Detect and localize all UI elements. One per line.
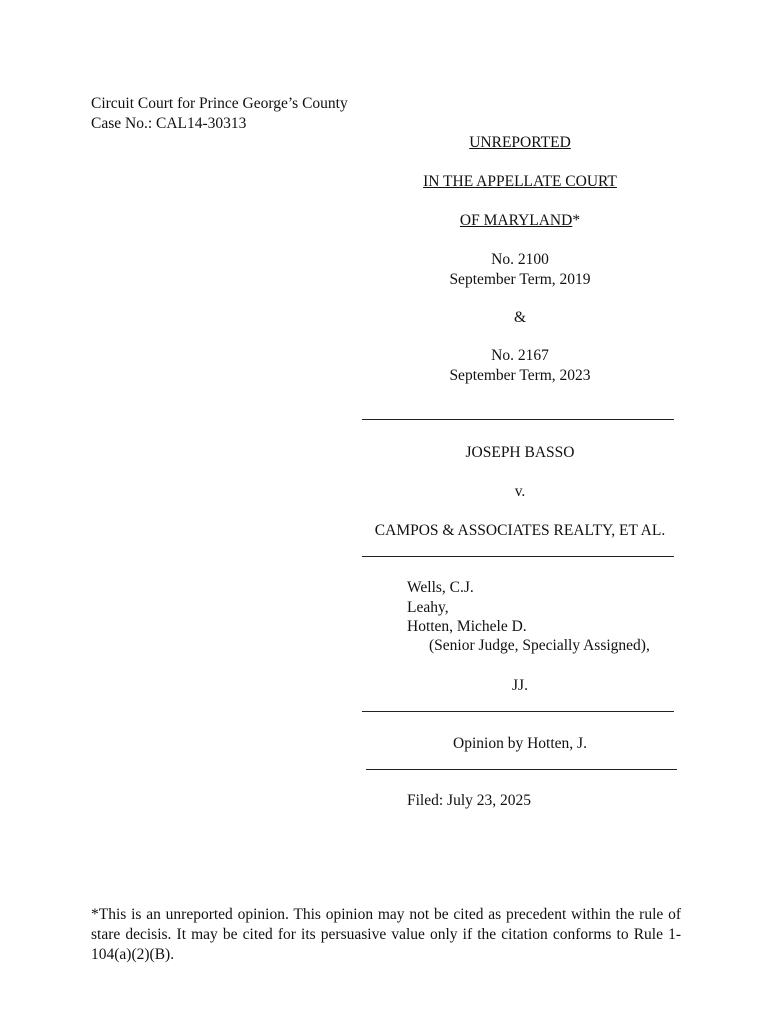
case1-number: No. 2100 bbox=[491, 251, 549, 268]
versus: v. bbox=[514, 483, 526, 500]
divider-rule bbox=[362, 711, 674, 712]
divider-rule bbox=[362, 419, 674, 420]
lower-court-name: Circuit Court for Prince George’s County bbox=[91, 95, 348, 112]
judge-name: Leahy, bbox=[407, 599, 449, 616]
appellate-court-line-2 bbox=[400, 211, 640, 231]
ampersand: & bbox=[513, 309, 527, 326]
case1-term: September Term, 2019 bbox=[449, 271, 591, 288]
case2-number: No. 2167 bbox=[491, 347, 549, 364]
divider-rule bbox=[366, 769, 677, 770]
unreported-heading bbox=[400, 133, 640, 153]
opinion-author: Opinion by Hotten, J. bbox=[453, 735, 587, 752]
court-name-line-2: OF MARYLAND bbox=[459, 212, 573, 229]
case2-term: September Term, 2023 bbox=[449, 367, 591, 384]
court-name-line-1: IN THE APPELLATE COURT bbox=[423, 173, 617, 190]
senior-judge-note: (Senior Judge, Specially Assigned), bbox=[429, 637, 650, 654]
unreported-label: UNREPORTED bbox=[469, 134, 571, 151]
appellee-name: CAMPOS & ASSOCIATES REALTY, ET AL. bbox=[374, 522, 666, 539]
judge-name: Hotten, Michele D. bbox=[407, 618, 527, 635]
footnote-asterisk: * bbox=[572, 212, 581, 229]
filed-date: Filed: July 23, 2025 bbox=[407, 792, 532, 809]
unreported-footnote: *This is an unreported opinion. This opinion may not be cited as precedent within the rule of stare decisis. It may be cited for its persuasive value only if the citation conforms to Rule 1-104(a)(2)(B). bbox=[91, 906, 681, 963]
appellate-court-line-1 bbox=[390, 172, 650, 192]
judges-abbrev: JJ. bbox=[512, 677, 528, 694]
divider-rule bbox=[362, 556, 674, 557]
appellant-name: JOSEPH BASSO bbox=[465, 444, 575, 461]
judge-name: Wells, C.J. bbox=[407, 579, 474, 596]
case-number: Case No.: CAL14-30313 bbox=[91, 115, 247, 132]
